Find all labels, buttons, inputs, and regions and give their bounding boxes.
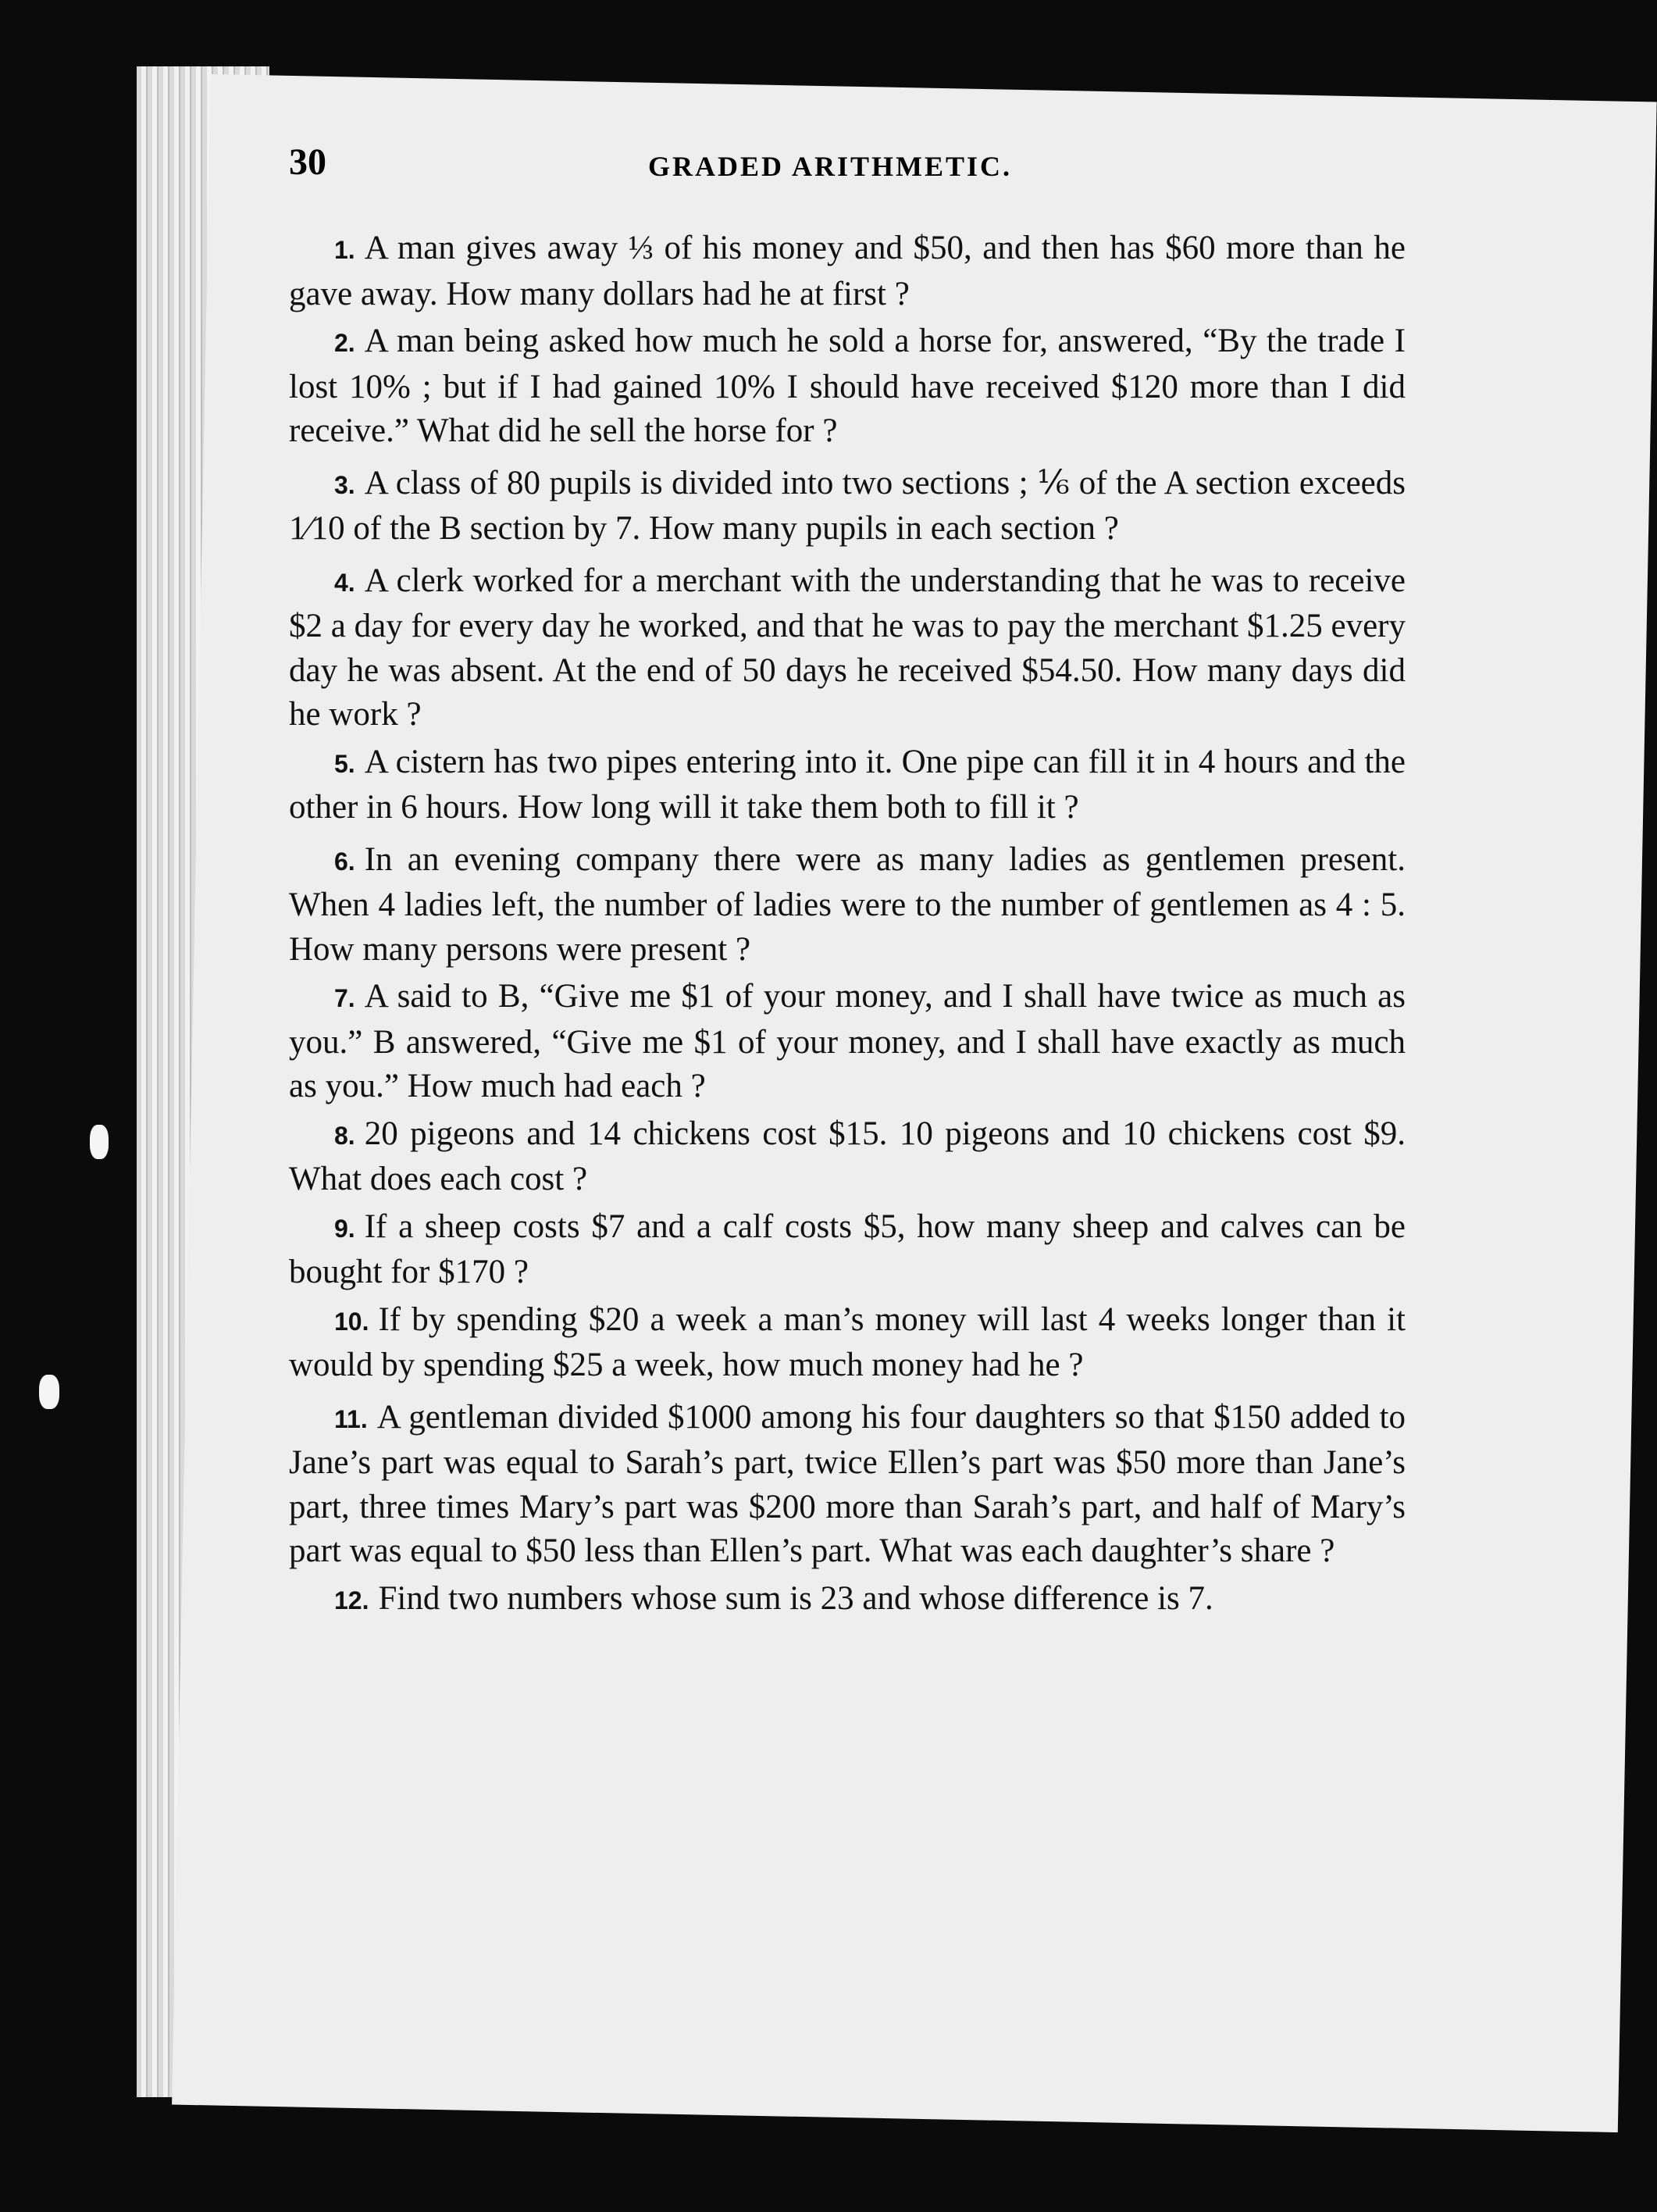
problem-8 (289, 1112, 1406, 1202)
scan-speck (90, 1125, 109, 1159)
problem-9 (289, 1205, 1406, 1295)
problem-number: 4. (334, 568, 355, 597)
problem-text: If a sheep costs $7 and a calf costs $5, how many sheep and calves can be bought for $170 ? (289, 1208, 1406, 1290)
problem-text: A cistern has two pipes entering into it. One pipe can fill it in 4 hours and the other in 6 hours. How long will it take them both to fill it ? (289, 743, 1406, 826)
problem-4 (289, 559, 1406, 737)
page-number: 30 (289, 141, 326, 183)
problem-12 (289, 1577, 1406, 1623)
problem-number: 1. (334, 236, 355, 264)
problem-text: If by spending $20 a week a man’s money will last 4 weeks longer than it would by spending $25 a week, how much money had he ? (289, 1300, 1406, 1383)
problem-text: A man gives away ⅓ of his money and $50, and then has $60 more than he gave away. How many dollars had he at first ? (289, 230, 1406, 312)
problem-number: 11. (334, 1404, 368, 1433)
scan-speck (39, 1375, 59, 1409)
page-header (289, 141, 1406, 195)
problem-number: 5. (334, 749, 355, 778)
problem-2 (289, 319, 1406, 454)
problem-text: A clerk worked for a merchant with the understanding that he was to receive $2 a day for every day he worked, and that he was to pay the merchant $1.25 every day he was absent. At the end of 50 days he received $54.50. How many days did he work ? (289, 562, 1406, 733)
problem-3 (289, 462, 1406, 551)
problem-text: A man being asked how much he sold a horse for, answered, “By the trade I lost 10% ; but if I had gained 10% I should have received $120 more than I did receive.” What did he sell the horse for ? (289, 323, 1406, 449)
problem-number: 8. (334, 1121, 355, 1150)
problem-number: 2. (334, 329, 355, 357)
problem-10 (289, 1298, 1406, 1388)
problem-text: A said to B, “Give me $1 of your money, and I shall have twice as much as you.” B answered, “Give me $1 of your money, and I shall have exactly as much as you.” How much had each ? (289, 978, 1406, 1104)
problem-text: In an evening company there were as many ladies as gentlemen present. When 4 ladies left, the number of ladies were to the number of gentlemen as 4 : 5. How many persons were present ? (289, 840, 1406, 968)
problem-text: Find two numbers whose sum is 23 and whose difference is 7. (378, 1579, 1213, 1617)
problem-number: 6. (334, 847, 355, 876)
problem-5 (289, 740, 1406, 830)
problem-text: A gentleman divided $1000 among his four daughters so that $150 added to Jane’s part was equal to Sarah’s part, twice Ellen’s part was $50 more than Jane’s part, three times Mary’s part was $200 more than Sarah’s part, and half of Mary’s part was equal to $50 less than Ellen’s part. What was each daughter’s share ? (289, 1398, 1406, 1569)
problem-7 (289, 975, 1406, 1109)
problem-6 (289, 838, 1406, 972)
problem-text: A class of 80 pupils is divided into two sections ; ⅙ of the A section exceeds 1⁄10 of the B section by 7. How many pupils in each section ? (289, 464, 1406, 547)
running-head: GRADED ARITHMETIC. (648, 151, 1013, 182)
problem-list (289, 227, 1406, 1625)
problem-number: 3. (334, 470, 355, 499)
problem-text: 20 pigeons and 14 chickens cost $15. 10 pigeons and 10 chickens cost $9. What does each cost ? (289, 1115, 1406, 1197)
problem-11 (289, 1396, 1406, 1574)
problem-number: 10. (334, 1307, 369, 1336)
problem-1 (289, 227, 1406, 316)
problem-number: 12. (334, 1586, 369, 1614)
problem-number: 7. (334, 984, 355, 1012)
problem-number: 9. (334, 1214, 355, 1243)
